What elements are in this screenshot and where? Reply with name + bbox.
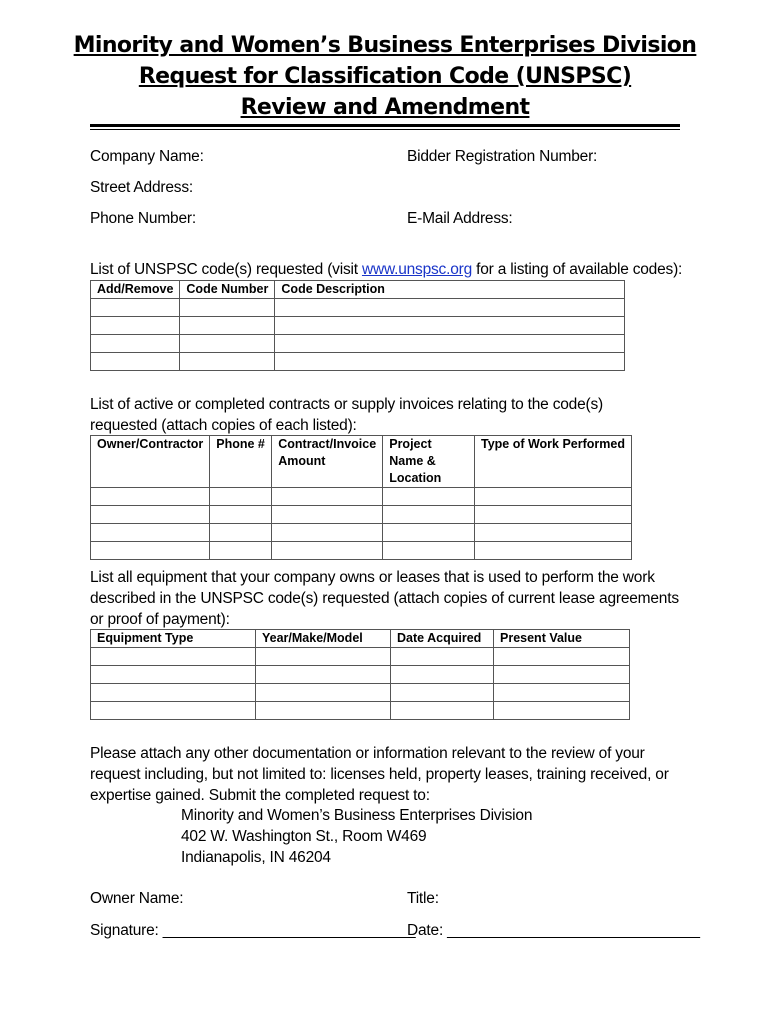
table-cell[interactable]: [256, 666, 391, 684]
table-row: [91, 317, 625, 335]
table-cell[interactable]: [272, 488, 383, 506]
table-cell[interactable]: [391, 702, 494, 720]
codes-table-header: [91, 281, 625, 299]
table-cell[interactable]: [275, 317, 625, 335]
table-cell[interactable]: [474, 488, 631, 506]
contracts-table: [90, 435, 632, 560]
col-header-code-number: Code Number: [180, 281, 275, 299]
table-cell[interactable]: [180, 317, 275, 335]
col-header-date-acquired: Date Acquired: [391, 630, 494, 648]
bidder-number-label: Bidder Registration Number:: [407, 148, 598, 165]
title-label: Title:: [407, 890, 439, 907]
title-line-1: Minority and Women’s Business Enterprises Division: [73, 33, 697, 58]
codes-table: [90, 280, 625, 371]
col-header-phone: Phone #: [210, 436, 272, 488]
table-cell[interactable]: [383, 506, 475, 524]
street-address-label: Street Address:: [90, 179, 193, 196]
table-cell[interactable]: [383, 542, 475, 560]
phone-number-label: Phone Number:: [90, 210, 196, 227]
table-row: [91, 702, 630, 720]
table-cell[interactable]: [91, 666, 256, 684]
table-cell[interactable]: [494, 666, 630, 684]
table-cell[interactable]: [256, 702, 391, 720]
table-row: [91, 488, 632, 506]
owner-name-label: Owner Name:: [90, 890, 184, 907]
address-line-3: Indianapolis, IN 46204: [181, 849, 331, 866]
table-row: [91, 353, 625, 371]
table-row: [91, 684, 630, 702]
table-cell[interactable]: [272, 506, 383, 524]
codes-intro-after: for a listing of available codes):: [472, 261, 683, 278]
table-row: [91, 299, 625, 317]
table-cell[interactable]: [494, 648, 630, 666]
unspsc-link[interactable]: www.unspsc.org: [361, 261, 473, 278]
table-cell[interactable]: [91, 299, 180, 317]
table-cell[interactable]: [210, 506, 272, 524]
company-name-label: Company Name:: [90, 148, 204, 165]
table-cell[interactable]: [180, 335, 275, 353]
table-cell[interactable]: [383, 488, 475, 506]
table-cell[interactable]: [91, 506, 210, 524]
table-cell[interactable]: [391, 684, 494, 702]
signature-line[interactable]: Signature: ______________________________: [90, 922, 416, 939]
col-header-equipment-type: Equipment Type: [91, 630, 256, 648]
contracts-table-header: [91, 436, 632, 488]
table-cell[interactable]: [210, 524, 272, 542]
table-row: [91, 335, 625, 353]
equipment-table-header: [91, 630, 630, 648]
table-cell[interactable]: [391, 648, 494, 666]
table-cell[interactable]: [91, 317, 180, 335]
col-header-project-name: Project Name & Location: [383, 436, 475, 488]
email-address-label: E-Mail Address:: [407, 210, 513, 227]
table-cell[interactable]: [275, 335, 625, 353]
col-header-present-value: Present Value: [494, 630, 630, 648]
equipment-intro: List all equipment that your company owns or leases that is used to perform the work described in the UNSPSC code(s) requested (attach copies of current lease agreements or proof of payment):: [90, 569, 679, 628]
table-cell[interactable]: [256, 684, 391, 702]
table-cell[interactable]: [275, 353, 625, 371]
form-title: [0, 30, 770, 123]
table-cell[interactable]: [272, 524, 383, 542]
table-cell[interactable]: [494, 702, 630, 720]
table-cell[interactable]: [91, 488, 210, 506]
table-cell[interactable]: [91, 702, 256, 720]
title-line-3: Review and Amendment: [240, 95, 530, 120]
table-cell[interactable]: [383, 524, 475, 542]
table-cell[interactable]: [256, 648, 391, 666]
table-cell[interactable]: [494, 684, 630, 702]
contracts-intro: List of active or completed contracts or supply invoices relating to the code(s) requested (attach copies of each listed):: [90, 396, 603, 434]
table-cell[interactable]: [210, 542, 272, 560]
table-cell[interactable]: [180, 353, 275, 371]
col-header-code-description: Code Description: [275, 281, 625, 299]
col-header-owner-contractor: Owner/Contractor: [91, 436, 210, 488]
table-row: [91, 666, 630, 684]
table-cell[interactable]: [275, 299, 625, 317]
header-rule-thick: [90, 124, 680, 127]
table-cell[interactable]: [474, 506, 631, 524]
col-header-add-remove: Add/Remove: [91, 281, 180, 299]
table-row: [91, 524, 632, 542]
col-header-contract-amount: Contract/Invoice Amount: [272, 436, 383, 488]
table-row: [91, 648, 630, 666]
table-row: [91, 506, 632, 524]
equipment-table: [90, 629, 630, 720]
title-line-2: Request for Classification Code (UNSPSC): [138, 64, 632, 89]
table-cell[interactable]: [91, 684, 256, 702]
table-row: [91, 542, 632, 560]
date-line[interactable]: Date: ______________________________: [407, 922, 700, 939]
table-cell[interactable]: [91, 353, 180, 371]
table-cell[interactable]: [91, 335, 180, 353]
table-cell[interactable]: [91, 524, 210, 542]
col-header-year-make-model: Year/Make/Model: [256, 630, 391, 648]
address-line-1: Minority and Women’s Business Enterprises Division: [181, 807, 533, 824]
table-cell[interactable]: [391, 666, 494, 684]
header-rule-thin: [90, 129, 680, 130]
table-cell[interactable]: [474, 524, 631, 542]
table-cell[interactable]: [91, 542, 210, 560]
codes-intro: [90, 259, 682, 280]
col-header-type-of-work: Type of Work Performed: [474, 436, 631, 488]
table-cell[interactable]: [474, 542, 631, 560]
table-cell[interactable]: [210, 488, 272, 506]
submission-instructions: Please attach any other documentation or information relevant to the review of your request including, but not limited to: licenses held, property leases, training received, or expertise gained. Submit the completed request to:: [90, 745, 669, 804]
table-cell[interactable]: [91, 648, 256, 666]
table-cell[interactable]: [272, 542, 383, 560]
table-cell[interactable]: [180, 299, 275, 317]
codes-intro-before: List of UNSPSC code(s) requested (visit: [90, 261, 362, 278]
address-line-2: 402 W. Washington St., Room W469: [181, 828, 427, 845]
